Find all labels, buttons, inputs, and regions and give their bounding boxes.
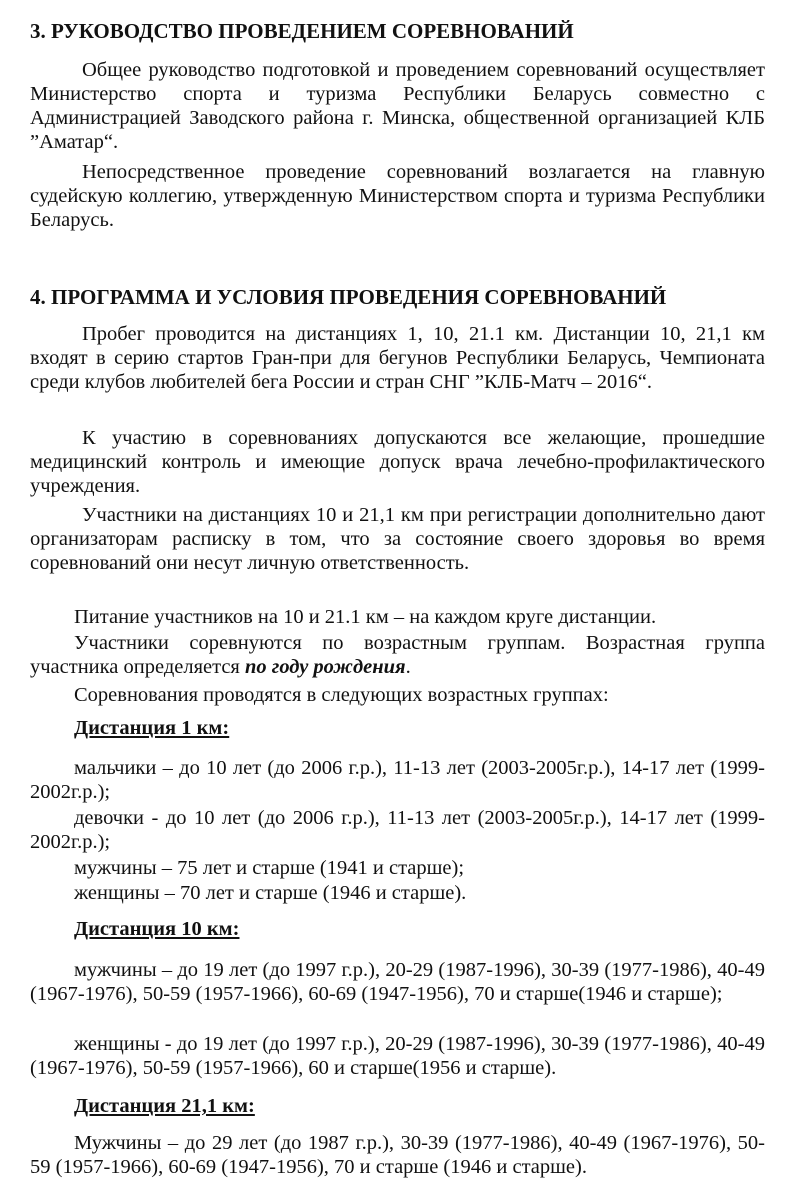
section-3-paragraph-2: Непосредственное проведение соревнований возлагается на главную судейскую коллегию, утвержденную Министерством спорта и туризма Республики Беларусь. bbox=[30, 161, 765, 231]
section-4-paragraph-6: Соревнования проводятся в следующих возрастных группах: bbox=[74, 684, 609, 706]
distance-10km-women: женщины - до 19 лет (до 1997 г.р.), 20-29 (1987-1996), 30-39 (1977-1986), 40-49 (1967-1976), 50-59 (1957-1966), 60 и старше(1956 и старше). bbox=[30, 1033, 765, 1079]
distance-21km-title: Дистанция 21,1 км: bbox=[74, 1095, 255, 1117]
distance-1km-women: женщины – 70 лет и старше (1946 и старше). bbox=[74, 882, 467, 904]
age-group-text-end: . bbox=[405, 656, 411, 678]
distance-10km-title: Дистанция 10 км: bbox=[74, 918, 240, 940]
section-3-paragraph-1: Общее руководство подготовкой и проведением соревнований осуществляет Министерство спорта и туризма Республики Беларусь совместно с Администрацией Заводского района г. Минска, общественной организацией КЛБ ”Аматар“. bbox=[30, 59, 765, 153]
section-3-heading: 3. РУКОВОДСТВО ПРОВЕДЕНИЕМ СОРЕВНОВАНИЙ bbox=[30, 19, 574, 43]
distance-1km-girls: девочки - до 10 лет (до 2006 г.р.), 11-13 лет (2003-2005г.р.), 14-17 лет (1999-2002г.р.); bbox=[30, 807, 765, 853]
distance-21km-men: Мужчины – до 29 лет (до 1987 г.р.), 30-39 (1977-1986), 40-49 (1967-1976), 50-59 (1957-1966), 60-69 (1947-1956), 70 и старше (1946 и старше). bbox=[30, 1132, 765, 1178]
distance-1km-boys: мальчики – до 10 лет (до 2006 г.р.), 11-13 лет (2003-2005г.р.), 14-17 лет (1999-2002г.р.); bbox=[30, 757, 765, 803]
section-4-paragraph-1: Пробег проводится на дистанциях 1, 10, 21.1 км. Дистанции 10, 21,1 км входят в серию стартов Гран-при для бегунов Республики Беларусь, Чемпионата среди клубов любителей бега России и стран СНГ ”КЛБ-Матч – 2016“. bbox=[30, 323, 765, 393]
section-4-paragraph-3: Участники на дистанциях 10 и 21,1 км при регистрации дополнительно дают организаторам расписку в том, что за состояние своего здоровья во время соревнований они несут личную ответственность. bbox=[30, 504, 765, 574]
age-group-text: Участники соревнуются по возрастным группам. Возрастная группа участника определяется bbox=[30, 632, 765, 678]
section-4-paragraph-4: Питание участников на 10 и 21.1 км – на каждом круге дистанции. bbox=[74, 606, 657, 628]
distance-10km-men: мужчины – до 19 лет (до 1997 г.р.), 20-29 (1987-1996), 30-39 (1977-1986), 40-49 (1967-1976), 50-59 (1957-1966), 60-69 (1947-1956), 70 и старше(1946 и старше); bbox=[30, 959, 765, 1005]
distance-1km-title: Дистанция 1 км: bbox=[74, 717, 230, 739]
distance-1km-men: мужчины – 75 лет и старше (1941 и старше); bbox=[74, 857, 465, 879]
section-4-paragraph-2: К участию в соревнованиях допускаются все желающие, прошедшие медицинский контроль и имеющие допуск врача лечебно-профилактического учреждения. bbox=[30, 427, 765, 497]
section-4-paragraph-5 bbox=[30, 631, 765, 679]
section-4-heading: 4. ПРОГРАММА И УСЛОВИЯ ПРОВЕДЕНИЯ СОРЕВНОВАНИЙ bbox=[30, 285, 667, 309]
birth-year-emphasis: по году рождения bbox=[244, 656, 406, 678]
